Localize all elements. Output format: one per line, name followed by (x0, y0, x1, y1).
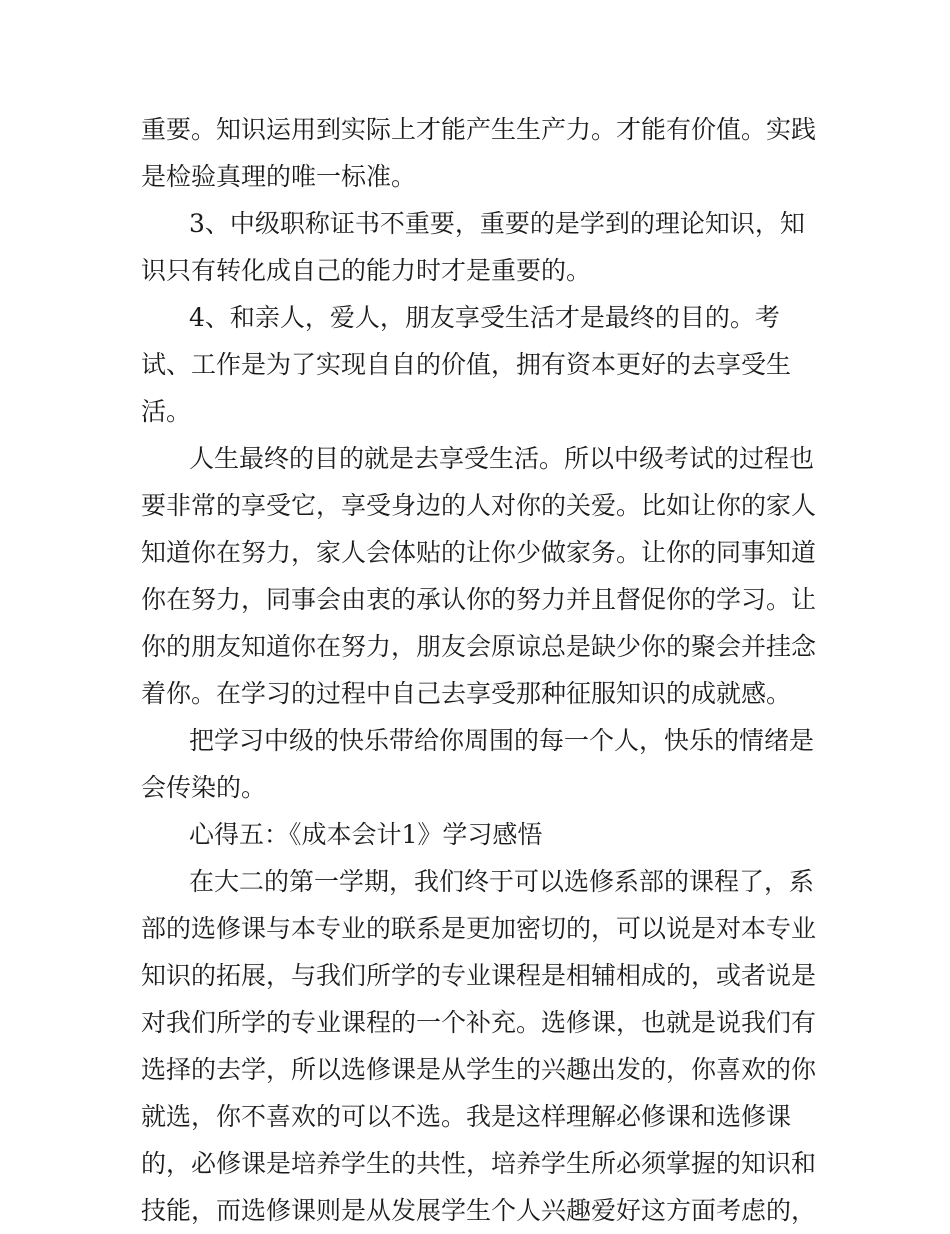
text-line: 会传染的。 (141, 773, 267, 802)
text-line: 是检验真理的唯一标准。 (141, 162, 417, 191)
text-line: 4、和亲人，爱人，朋友享受生活才是最终的目的。考 (189, 303, 780, 332)
text-line: 要非常的享受它，享受身边的人对你的关爱。比如让你的家人 (141, 491, 817, 520)
text-line: 你在努力，同事会由衷的承认你的努力并且督促你的学习。让 (141, 585, 817, 614)
text-line: 重要。知识运用到实际上才能产生生产力。才能有价值。实践 (141, 115, 817, 144)
text-line: 心得五：《成本会计1》学习感悟 (189, 820, 543, 849)
text-line: 3、中级职称证书不重要，重要的是学到的理论知识，知 (189, 209, 805, 238)
text-line: 知道你在努力，家人会体贴的让你少做家务。让你的同事知道 (141, 538, 817, 567)
text-line: 知识的拓展，与我们所学的专业课程是相辅相成的，或者说是 (141, 961, 817, 990)
text-line: 选择的去学，所以选修课是从学生的兴趣出发的，你喜欢的你 (141, 1055, 817, 1084)
text-line: 活。 (141, 397, 192, 426)
text-line: 对我们所学的专业课程的一个补充。选修课，也就是说我们有 (141, 1008, 817, 1037)
text-line: 在大二的第一学期，我们终于可以选修系部的课程了，系 (189, 867, 815, 896)
text-line: 识只有转化成自己的能力时才是重要的。 (141, 256, 592, 285)
text-line: 着你。在学习的过程中自己去享受那种征服知识的成就感。 (141, 679, 792, 708)
document-body (141, 106, 817, 1234)
text-line: 技能，而选修课则是从发展学生个人兴趣爱好这方面考虑的， (141, 1196, 817, 1225)
text-line: 试、工作是为了实现自自的价值，拥有资本更好的去享受生 (141, 350, 792, 379)
text-line: 部的选修课与本专业的联系是更加密切的，可以说是对本专业 (141, 914, 817, 943)
text-line: 就选，你不喜欢的可以不选。我是这样理解必修课和选修课 (141, 1102, 792, 1131)
text-line: 你的朋友知道你在努力，朋友会原谅总是缺少你的聚会并挂念 (141, 632, 817, 661)
text-line: 人生最终的目的就是去享受生活。所以中级考试的过程也 (189, 444, 815, 473)
text-line: 的，必修课是培养学生的共性，培养学生所必须掌握的知识和 (141, 1149, 817, 1178)
text-line: 把学习中级的快乐带给你周围的每一个人，快乐的情绪是 (189, 726, 815, 755)
